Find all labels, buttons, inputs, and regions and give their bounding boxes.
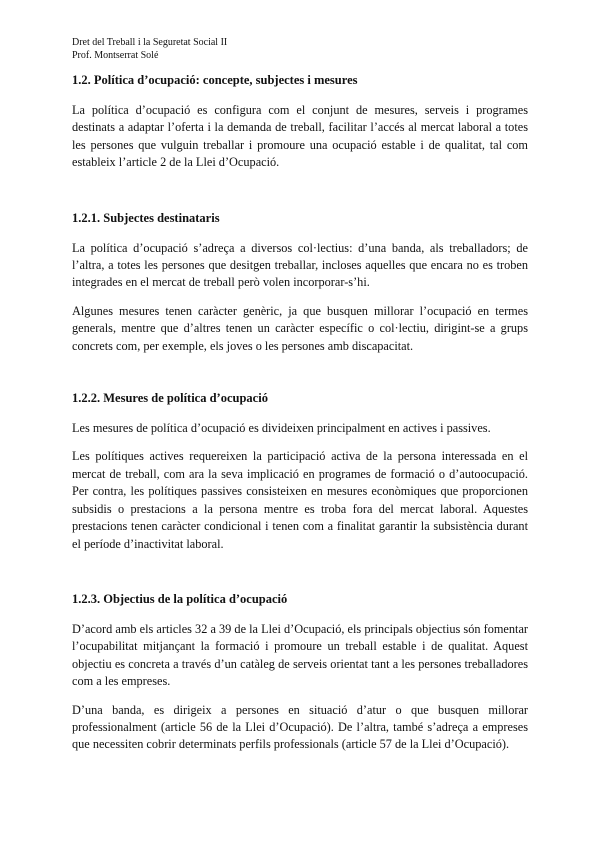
paragraph: Les mesures de política d’ocupació es divideixen principalment en actives i passives.	[72, 421, 491, 436]
paragraph: Les polítiques actives requereixen la participació activa de la persona interessada en el mercat de treball, com ara la seva implicació en programes de formació o d’autoocupació. Per contra, les polítiques passives consisteixen en mesures econòmiques que proporcionen subsidis o prestacions a la persona mentre es troba fora del mercat laboral. Aquestes prestacions tenen caràcter condicional i tenen com a finalitat garantir la subsistència durant el període d’inactivitat laboral.	[72, 449, 528, 551]
course-title: Dret del Treball i la Seguretat Social II	[72, 37, 228, 48]
paragraph: Algunes mesures tenen caràcter genèric, ja que busquen millorar l’ocupació en termes generals, mentre que d’altres tenen un caràcter específic o col·lectiu, dirigint-se a grups concrets com, per exemple, els joves o les persones amb discapacitat.	[72, 303, 528, 353]
paragraph: D’acord amb els articles 32 a 39 de la Llei d’Ocupació, els principals objectius són fomentar l’ocupabilitat mitjançant la formació i promoure un treball estable i de qualitat. Aquest objectiu es concreta a través d’un catàleg de serveis orientat tant a les persones treballadores com a les empreses.	[72, 621, 528, 689]
document-header	[72, 36, 528, 62]
section-heading: 1.2.3. Objectius de la política d’ocupació	[72, 591, 288, 606]
section-subjectes	[72, 210, 528, 355]
paragraph: La política d’ocupació s’adreça a diversos col·lectius: d’una banda, als treballadors; de l’altra, a totes les persones que desitgen treballar, incloses aquelles que encara no es troben integrades en el mercat de treball però volen incorporar-s’hi.	[72, 240, 528, 290]
section-mesures	[72, 390, 528, 553]
section-heading: 1.2.2. Mesures de política d’ocupació	[72, 391, 268, 406]
professor-name: Prof. Montserrat Solé	[72, 50, 159, 61]
paragraph: La política d’ocupació es configura com el conjunt de mesures, serveis i programes destinats a adaptar l’oferta i la demanda de treball, facilitar l’accés al mercat laboral a totes les persones que vulguin treballar i promoure una ocupació estable i de qualitat, tal com estableix l’article 2 de la Llei d’Ocupació.	[72, 103, 528, 170]
document-page	[72, 36, 528, 765]
section-main	[72, 72, 528, 172]
paragraph: D’una banda, es dirigeix a persones en situació d’atur o que busquen millorar professionalment (article 56 de la Llei d’Ocupació). De l’altra, també s’adreça a empreses que necessiten cobrir determinats perfils professionals (article 57 de la Llei d’Ocupació).	[72, 702, 528, 752]
section-objectius	[72, 591, 528, 754]
section-heading: 1.2.1. Subjectes destinataris	[72, 210, 220, 225]
section-heading: 1.2. Política d’ocupació: concepte, subjectes i mesures	[72, 73, 358, 87]
